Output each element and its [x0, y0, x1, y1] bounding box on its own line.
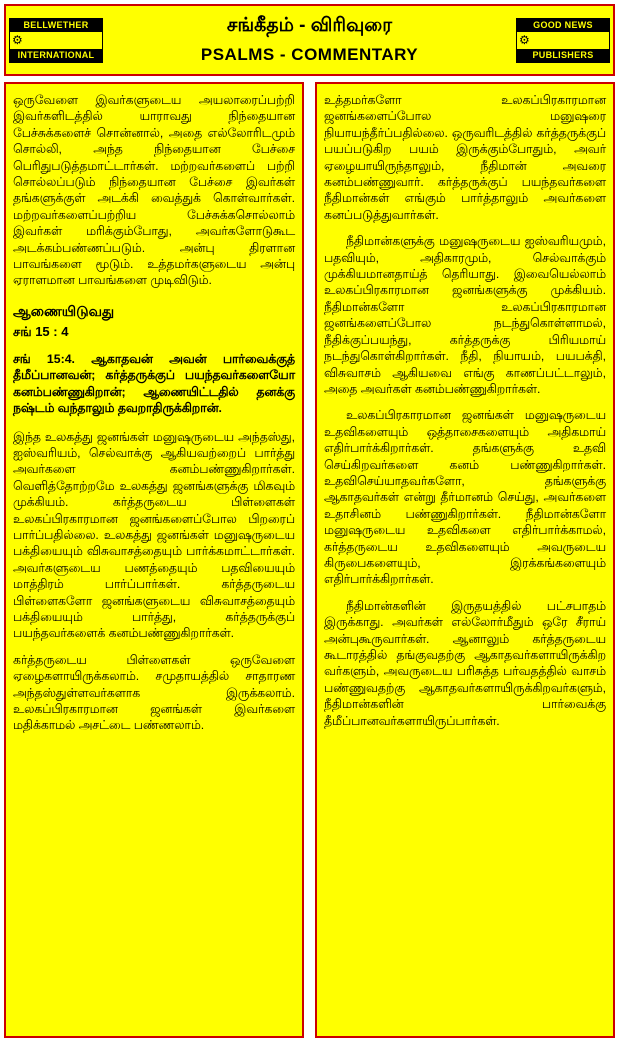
paragraph: கர்த்தருடைய பிள்ளைகள் ஒருவேளை ஏழைகளாயிருக்கலாம். சமுதாயத்தில் சாதாரண அந்தஸ்துள்ளவர்களாக இருக்கலாம். உலகப்பிரகாரமான ஜனங்கள் இவர்களை மதிக்காமல் அசட்டை பண்ணலாம்.	[13, 652, 295, 733]
section-reference: சங் 15 : 4	[13, 323, 69, 339]
goodnews-logo-line1: GOOD NEWS	[517, 19, 609, 32]
left-text-column	[4, 82, 304, 1038]
bellwether-logo-line1: BELLWETHER	[10, 19, 102, 32]
verse-text: சங் 15:4. ஆகாதவன் அவன் பார்வைக்குத் தீமீப்பானவன்; கர்த்தருக்குப் பயந்தவர்களையோ கனம்பண்ணுகிறான்; ஆணையிட்டதில் தனக்கு நஷ்டம் வந்தாலும் தவறாதிருக்கிறான்.	[13, 351, 295, 416]
paragraph: நீதிமான்களுக்கு மனுஷருடைய ஐஸ்வரியமும், பதவியும், அதிகாரமும், செல்வாக்கும் முக்கியமானதாய்த் தெரியாது. இவையெல்லாம் உலகப்பிரகாரமான ஜனங்களுக்கு முக்கியம். நீதிமான்களோ உலகப்பிரகாரமான ஜனங்களைப்போல நடந்துகொள்ளாமல், நீதிக்குப்பயந்து, கர்த்தருக்கு பிரியமாய் நடந்துகொள்கிறார்கள். நீதி, நியாயம், பயபக்தி, விசுவாசம் ஆகியவை எங்கு காணப்பட்டாலும், அதை அவர்கள் கனம்பண்ணுகிறார்கள்.	[324, 234, 606, 396]
publisher-logo-right	[513, 6, 613, 74]
header-title-group	[106, 6, 513, 74]
page-title-tamil: சங்கீதம் - விரிவுரை	[226, 15, 393, 36]
paragraph: இந்த உலகத்து ஜனங்கள் மனுஷருடைய அந்தஸ்து, ஐஸ்வரியம், செல்வாக்கு ஆகியவற்றைப் பார்த்து அவர்களை கனம்பண்ணுகிறார்கள். வெளித்தோற்றமே உலகத்து ஜனங்களுக்கு மிகவும் முக்கியம். கர்த்தருடைய பிள்ளைகள் உலகப்பிரகாரமான ஜனங்களைப்போல பிறரைப் பார்ப்பதில்லை. உலகத்து ஜனங்கள் மனுஷருடைய பக்தியையும் விசுவாசத்தையும் பார்க்கமாட்டார்கள். அவர்களுடைய பணத்தையும் பதவியையும் மாத்திரம் பார்ப்பார்கள். கர்த்தருடைய பிள்ளைகளோ ஜனங்களுடைய விசுவாசத்தையும் பக்தியையும் பார்த்து, கர்த்தருக்குப் பயந்தவர்களைக் கனம்பண்ணுகிறார்கள்.	[13, 429, 295, 641]
torch-icon: ⚙	[12, 32, 23, 47]
goodnews-logo-line2: PUBLISHERS	[517, 49, 609, 62]
paragraph: உத்தமர்களோ உலகப்பிரகாரமான ஜனங்களைப்போல மனுஷரை நியாயந்தீர்ப்பதில்லை. ஒருவரிடத்தில் கர்த்தருக்குப் பயப்படுகிற பயம் இருக்கும்போதும், அவர் ஏழையாயிருந்தாலும், நீதிமான் அவரை கனம்பண்ணுவார். கர்த்தருக்குப் பயந்தவர்களை நீதிமான்கள் எங்கும் பார்த்தாலும் அவர்களை கனப்படுத்துவார்கள்.	[324, 93, 606, 222]
publisher-logo-left	[6, 6, 106, 74]
torch-icon: ⚙	[519, 32, 530, 47]
bellwether-logo	[9, 18, 103, 63]
paragraph: உலகப்பிரகாரமான ஜனங்கள் மனுஷருடைய உதவிகளையும் ஒத்தாசைகளையும் அதிகமாய் எதிர்பார்க்கிறார்கள். தங்களுக்கு உதவி செய்கிறவர்களை கனம் பண்ணுகிறார்கள். உதவிசெய்யாதவர்களோ, தங்களுக்கு ஆகாதவர்கள் என்று தீர்மானம் செய்து, அவர்களை உதாசினம் பண்ணுகிறார்கள். நீதிமான்களோ மனுஷருடைய உதவிகளை எதிர்பார்க்காமல், கர்த்தருடைய உதவிகளையும் அவருடைய கிருபைகளையும், இரக்கங்களையும் எதிர்பார்க்கிறார்கள்.	[324, 408, 606, 587]
paragraph: நீதிமான்களின் இருதயத்தில் பட்சபாதம் இருக்காது. அவர்கள் எல்லோர்மீதும் ஒரே சீராய் அன்புகூருவார்கள். ஆனாலும் கர்த்தருடைய கூடாரத்தில் தங்குவதற்கு ஆகாதவர்களாயிருக்கிற வர்களும், அவருடைய பரிசுத்த பர்வதத்தில் வாசம் பண்ணுவதற்கு ஆகாதவர்களாயிருக்கிறவர்களும், நீதிமான்களின் பார்வைக்கு தீமீப்பானவர்களாயிருப்பார்கள்.	[324, 598, 606, 728]
page-title-english: PSALMS - COMMENTARY	[200, 45, 419, 64]
section-heading: ஆணையிடுவது	[13, 302, 115, 319]
right-text-column	[315, 82, 615, 1038]
page-header	[4, 4, 615, 76]
goodnews-logo	[516, 18, 610, 63]
bellwether-logo-line2: INTERNATIONAL	[10, 49, 102, 62]
paragraph: ஒருவேளை இவர்களுடைய அயலாரைப்பற்றி இவர்களிடத்தில் யாராவது நிந்தையான பேச்சுக்களைச் சொன்னால், அதை எல்லோரிடமும் சொல்லி, அந்த நிந்தையான பேச்சை பெரிதுபடுத்தமாட்டார்கள். மற்றவர்களைப் பற்றி சொல்லப்படும் நிந்தையான பேச்சை இவர்கள் தங்களுக்குள் அடக்கி வைத்துக் கொள்வார்கள். மற்றவர்களைப்பற்றிய பேச்சுக்கசொல்லாம் இவர்கள் மரிக்கும்போது, அவர்களோடுகூட அடக்கம்பண்ணப்படும். அன்பு திரளான பாவங்களை மூடும். உத்தமர்களுடைய அன்பு ஏராளமான பாவங்களை முடிவிடும்.	[13, 93, 295, 288]
